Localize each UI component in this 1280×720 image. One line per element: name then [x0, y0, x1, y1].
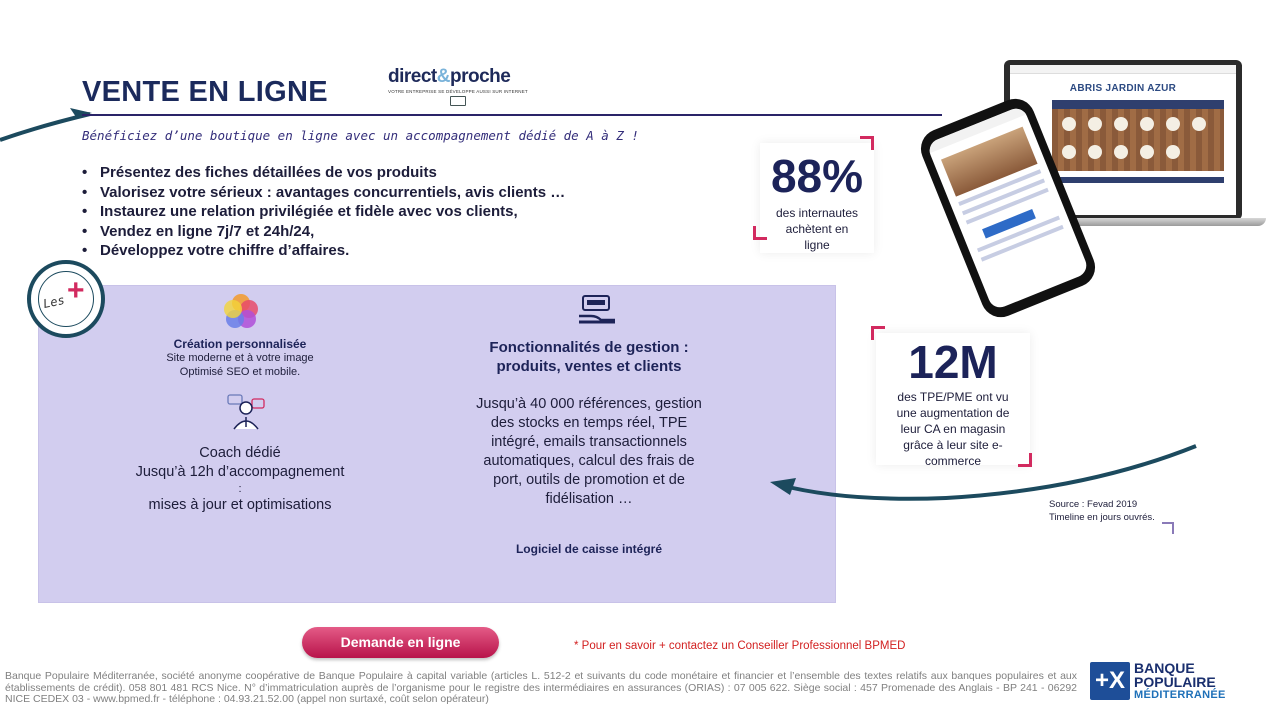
coach-block [120, 444, 360, 515]
bp-mark-icon: +X [1090, 662, 1130, 700]
list-item: • Vendez en ligne 7j/7 et 24h/24, [82, 222, 565, 242]
demande-en-ligne-button[interactable]: Demande en ligne [302, 627, 499, 658]
creation-line: Site moderne et à votre image [166, 352, 314, 364]
logo-part2: proche [449, 66, 511, 87]
stat-label: leur CA en magasin [900, 422, 1006, 436]
bp-logo-line: BANQUE [1134, 660, 1195, 676]
category-icon [1140, 145, 1154, 159]
gestion-title: produits, ventes et clients [496, 358, 682, 375]
stat-label: une augmentation de [896, 406, 1010, 420]
source-note [1049, 498, 1155, 524]
phone-body [915, 93, 1101, 323]
stat-value: 88% [770, 150, 864, 202]
legal-notice: Banque Populaire Méditerranée, société anonyme coopérative de Banque Populaire à capital variable (articles L. 512-2 et suivants du code monétaire et financier et l’ensemble des textes relatifs aux banques populaires et aux établissements de crédit). 058 801 481 RCS Nice. N° d’immatriculation auprès de l’organisme pour le registre des intermédiaires en assurances (ORIAS) : 07 005 622. Siège social : 457 Promenade des Anglais - BP 241 - 06292 NICE CEDEX 03 - www.bpmed.fr - téléphone : 04.93.21.52.00 (appel non surtaxé, coût selon opérateur) [5, 670, 1077, 705]
list-item: • Présentez des fiches détaillées de vos produits [82, 163, 565, 183]
category-icon [1140, 117, 1154, 131]
cash-register-icon [577, 294, 617, 328]
benefits-list [82, 163, 565, 261]
gestion-line: port, outils de promotion et de [493, 472, 685, 488]
title-divider [82, 114, 942, 116]
banque-populaire-logo [1090, 660, 1240, 704]
coach-line: Coach dédié [199, 445, 281, 461]
phone-image [918, 108, 1102, 294]
gestion-description [455, 395, 723, 509]
gestion-line: intégré, emails transactionnels [491, 434, 687, 450]
category-icon [1166, 145, 1180, 159]
creation-block [140, 337, 340, 379]
stat-label: commerce [924, 454, 981, 468]
gestion-line: fidélisation … [545, 491, 633, 507]
category-icon [1114, 145, 1128, 159]
badge-label: Les [41, 292, 66, 312]
site-topbar [1010, 65, 1236, 74]
coach-icon [226, 393, 266, 431]
caisse-block [460, 542, 718, 556]
phone-screen [926, 105, 1090, 311]
coach-line: : [238, 483, 242, 495]
stat-label: achètent en [785, 222, 849, 236]
monitor-icon [450, 96, 466, 106]
category-icon [1166, 117, 1180, 131]
logo-tagline: VOTRE ENTREPRISE SE DÉVELOPPE AUSSI SUR INTERNET [388, 89, 528, 94]
list-item: • Développez votre chiffre d’affaires. [82, 241, 565, 261]
subtitle: Bénéficiez d’une boutique en ligne avec un accompagnement dédié de A à Z ! [82, 128, 639, 143]
stat-value: 12M [908, 336, 998, 388]
gestion-title: Fonctionnalités de gestion : [489, 339, 689, 356]
corner-accent [753, 226, 767, 240]
gestion-block [460, 338, 718, 376]
bp-logo-line: MÉDITERRANÉE [1134, 689, 1226, 701]
logo-wordmark [388, 66, 538, 88]
category-icon [1114, 117, 1128, 131]
coach-line: Jusqu’à 12h d’accompagnement [135, 464, 345, 480]
site-name: ABRIS JARDIN AZUR [1069, 83, 1177, 94]
gestion-line: Jusqu’à 40 000 références, gestion [476, 396, 702, 412]
list-item: • Valorisez votre sérieux : avantages concurrentiels, avis clients … [82, 183, 565, 203]
stat-card-88 [760, 143, 874, 253]
gestion-line: automatiques, calcul des frais de [483, 453, 695, 469]
corner-accent [1162, 522, 1174, 534]
creation-title: Création personnalisée [173, 337, 307, 351]
list-item: • Instaurez une relation privilégiée et fidèle avec vos clients, [82, 202, 565, 222]
color-wheel-icon [223, 293, 259, 329]
coach-line: mises à jour et optimisations [148, 497, 332, 513]
stat-label: ligne [804, 238, 830, 252]
creation-line: Optimisé SEO et mobile. [179, 366, 301, 378]
les-plus-badge [27, 260, 105, 338]
caisse-label: Logiciel de caisse intégré [515, 542, 663, 556]
stat-label: grâce à leur site e- [903, 438, 1003, 452]
direct-proche-logo [388, 66, 538, 110]
source-line: Source : Fevad 2019 [1049, 499, 1138, 510]
stat-label: des TPE/PME ont vu [897, 390, 1009, 404]
category-icon [1192, 117, 1206, 131]
page-title: VENTE EN LIGNE [82, 76, 328, 108]
plus-icon: + [67, 274, 85, 307]
contact-note: * Pour en savoir + contactez un Conseiller Professionnel BPMED [574, 640, 906, 652]
logo-amp: & [436, 66, 450, 87]
gestion-line: des stocks en temps réel, TPE [490, 415, 688, 431]
corner-accent [871, 326, 885, 340]
bp-logo-line: POPULAIRE [1134, 674, 1216, 690]
logo-part1: direct [388, 66, 437, 87]
stat-label: des internautes [775, 206, 859, 220]
corner-accent [860, 136, 874, 150]
source-line: Timeline en jours ouvrés. [1049, 512, 1155, 523]
